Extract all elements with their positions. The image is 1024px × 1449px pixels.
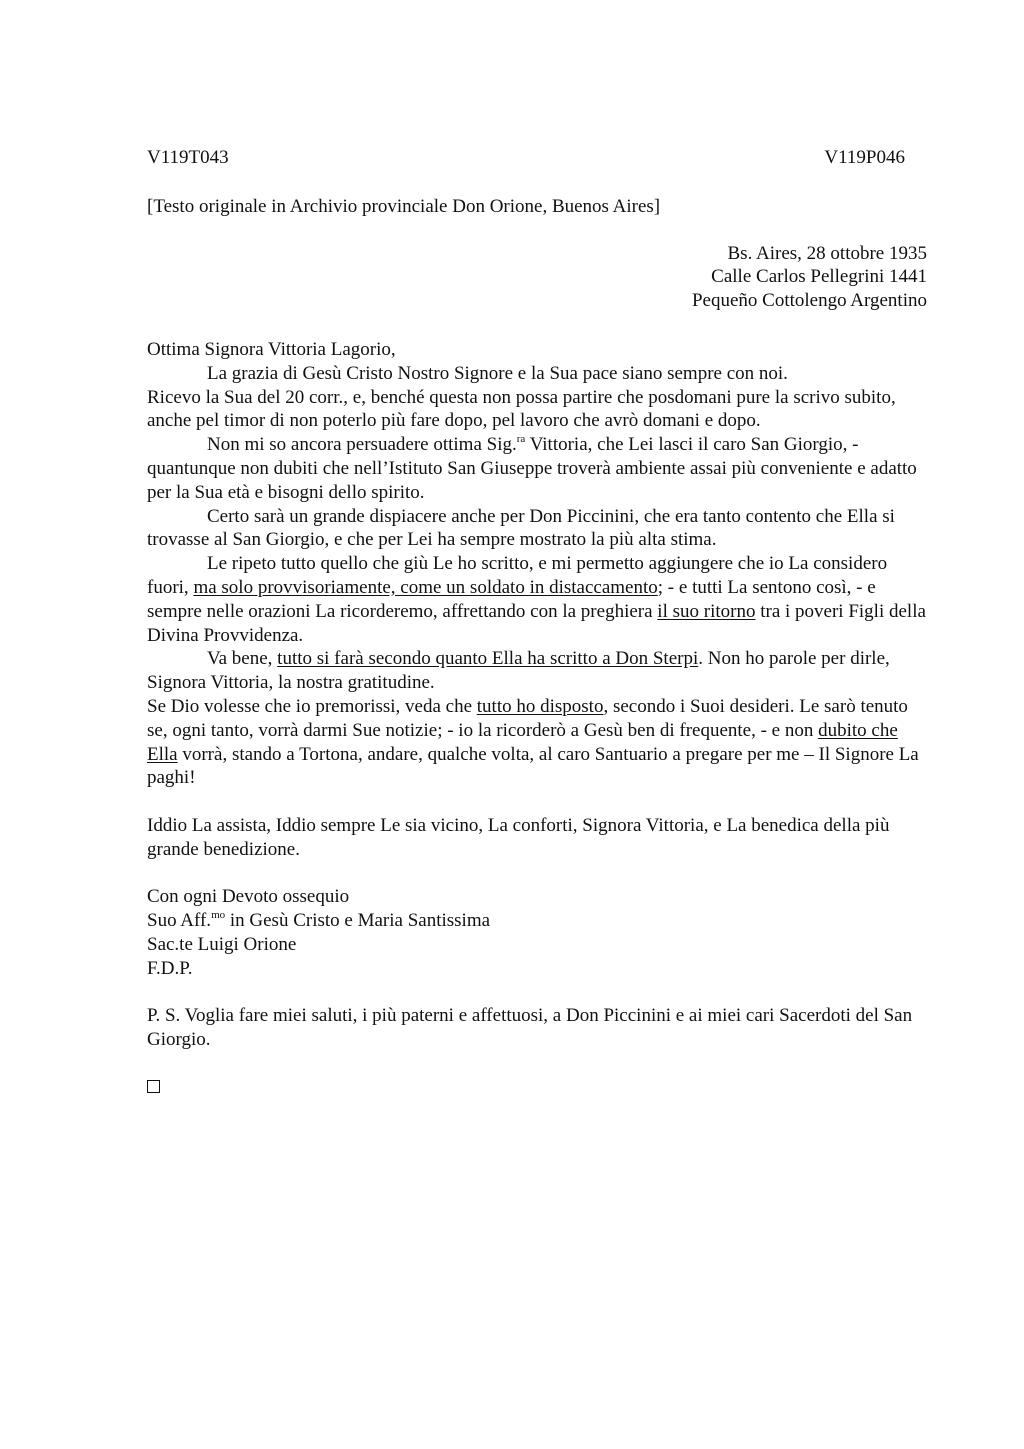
closing-line: Con ogni Devoto ossequio — [147, 886, 350, 908]
end-square-icon — [147, 1080, 160, 1093]
paragraph-repeat: Le ripeto tutto quello che giù Le ho scritto, e mi permetto aggiungere che io La considero fuori, ma solo provvisoriamente, come un soldato in distaccamento; - e tutti La sentono così, - e sempre nelle orazioni La ricorderemo, affrettando con la preghiera il suo ritorno tra i poveri Figli della Divina Provvidenza. — [147, 553, 926, 646]
left-document-code: V119T043 — [147, 147, 229, 168]
underlined-phrase: tutto si farà secondo quanto Ella ha scritto a Don Sterpi — [277, 648, 699, 670]
underlined-phrase: il suo ritorno — [657, 600, 756, 622]
address-line: Calle Carlos Pellegrini 1441 — [711, 266, 927, 288]
underlined-phrase: ma solo provvisoriamente, come un soldato in distaccamento — [193, 576, 658, 598]
closing-affection-line: Suo Aff.$^{mo}$ in Gesù Cristo e Maria Santissima — [147, 909, 491, 932]
blessing: Iddio La assista, Iddio sempre Le sia vicino, La conforti, Signora Vittoria, e La benedica della più grande benedizione. — [147, 814, 890, 860]
paragraph-sterpi: Va bene, tutto si farà secondo quanto Ella ha scritto a Don Sterpi. Non ho parole per dirle, Signora Vittoria, la nostra gratitudine. — [147, 648, 890, 694]
document-header — [147, 146, 905, 170]
underlined-phrase: tutto ho disposto — [476, 695, 604, 717]
superscript-ra: ra — [516, 433, 526, 446]
salutation: Ottima Signora Vittoria Lagorio, — [147, 338, 396, 360]
place-and-date — [147, 242, 927, 313]
archive-note: [Testo originale in Archivio provinciale Don Orione, Buenos Aires] — [147, 195, 661, 217]
paragraph-piccinini: Certo sarà un grande dispiacere anche per Don Piccinini, che era tanto contento che Ella si trovasse al San Giorgio, e che per Lei ha sempre mostrato la più alta stima. — [147, 505, 895, 551]
paragraph-greeting: La grazia di Gesù Cristo Nostro Signore e la Sua pace siano sempre con noi. — [207, 362, 788, 384]
date-line: Bs. Aires, 28 ottobre 1935 — [727, 242, 927, 264]
paragraph-persuade: Non mi so ancora persuadere ottima Sig.$^{ra}$ Vittoria, che Lei lasci il caro San Giorgio, - quantunque non dubiti che nell’Istituto San Giuseppe troverà ambiente assai più conveniente e adatto per la Sua età e bisogni dello spirito. — [147, 433, 917, 503]
institution-line: Pequeño Cottolengo Argentino — [691, 290, 927, 312]
signer-congregation: F.D.P. — [147, 957, 193, 979]
paragraph-receipt: Ricevo la Sua del 20 corr., e, benché questa non possa partire che posdomani pure la scrivo subito, anche pel timor di non poterlo più fare dopo, pel lavoro che avrò domani e dopo. — [147, 386, 896, 432]
signer-name: Sac.te Luigi Orione — [147, 933, 297, 955]
paragraph-dispositions: Se Dio volesse che io premorissi, veda che tutto ho disposto, secondo i Suoi desideri. Le sarò tenuto se, ogni tanto, vorrà darmi Sue notizie; - io la ricorderò a Gesù ben di frequente, - e non dubito che Ella vorrà, stando a Tortona, andare, qualche volta, al caro Santuario a pregare per me – Il Signore La paghi! — [147, 695, 919, 789]
postscript: P. S. Voglia fare miei saluti, i più paterni e affettuosi, a Don Piccinini e ai miei cari Sacerdoti del San Giorgio. — [147, 1005, 913, 1051]
right-document-code: V119P046 — [824, 147, 905, 168]
signature-block — [147, 885, 927, 980]
underlined-phrase: dubito che Ella — [147, 719, 898, 765]
superscript-mo: mo — [211, 909, 226, 922]
letter-page — [147, 146, 927, 1100]
letter-body — [147, 338, 927, 1100]
